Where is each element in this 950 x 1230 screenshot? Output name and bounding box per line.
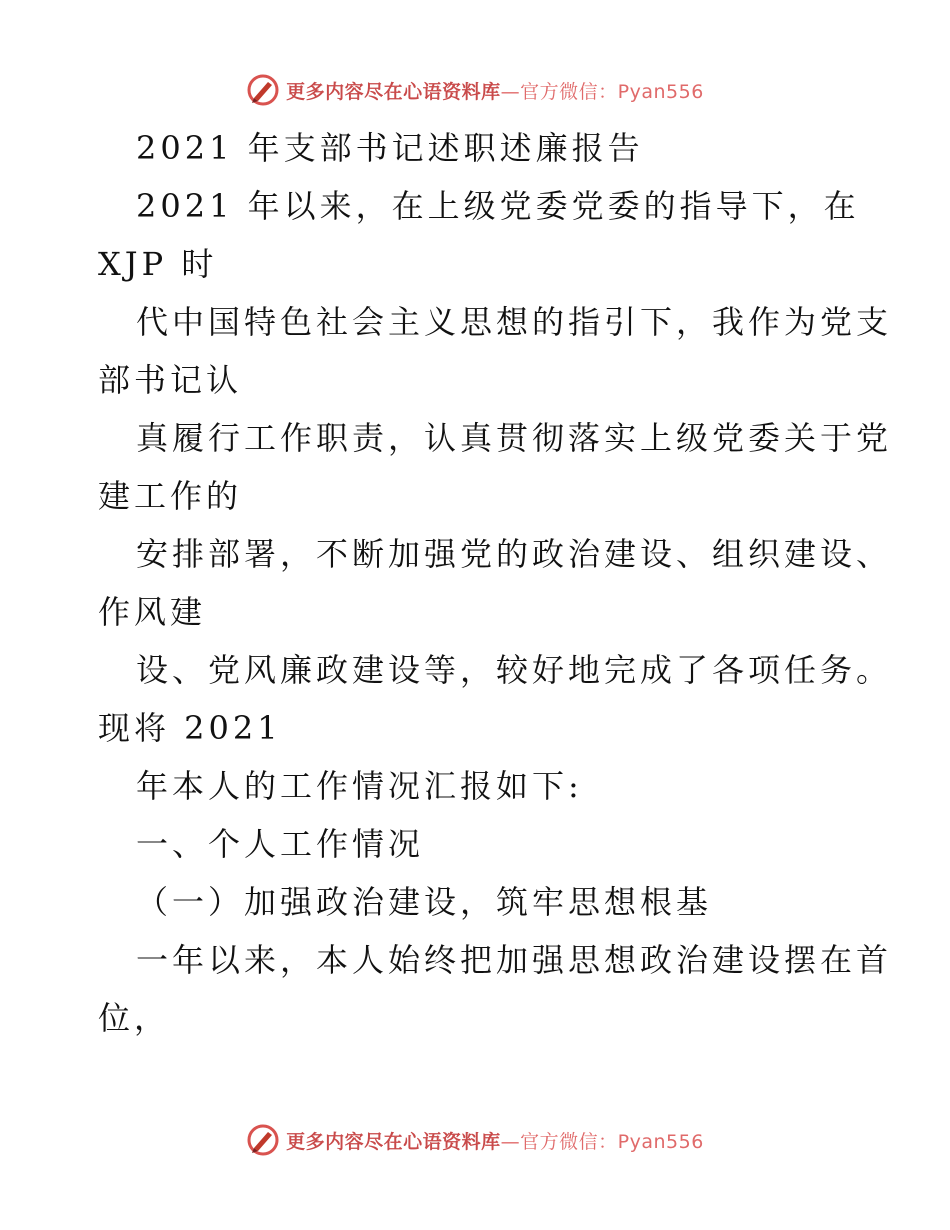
- paragraph-line: 作风建: [98, 593, 207, 631]
- paragraph-line: 部书记认: [98, 361, 243, 399]
- paragraph-line: 年本人的工作情况汇报如下:: [136, 767, 583, 805]
- paragraph-line: 2021 年以来，在上级党委党委的指导下，在: [136, 187, 860, 225]
- watermark-text: [286, 77, 704, 104]
- paragraph-line: 真履行工作职责，认真贯彻落实上级党委关于党: [136, 419, 893, 457]
- paragraph-line: XJP 时: [98, 245, 218, 283]
- paragraph-line: 现将 2021: [98, 709, 282, 747]
- watermark-header: [0, 72, 950, 108]
- watermark-text: [286, 1127, 704, 1154]
- paragraph-line: 安排部署，不断加强党的政治建设、组织建设、: [136, 535, 893, 573]
- paragraph-line: 位，: [98, 999, 171, 1037]
- subsection-heading: （一）加强政治建设，筑牢思想根基: [136, 883, 713, 921]
- section-heading: 一、个人工作情况: [136, 825, 425, 863]
- paragraph-line: 代中国特色社会主义思想的指引下，我作为党支: [136, 303, 893, 341]
- watermark-footer: [0, 1122, 950, 1158]
- paragraph-line: 建工作的: [98, 477, 243, 515]
- watermark-suffix: —官方微信：Pyan556: [500, 80, 704, 103]
- paragraph-line: 一年以来，本人始终把加强思想政治建设摆在首: [136, 941, 893, 979]
- paragraph-line: 设、党风廉政建设等，较好地完成了各项任务。: [136, 651, 893, 689]
- pen-logo-icon: [246, 1123, 280, 1157]
- doc-title: 2021 年支部书记述职述廉报告: [136, 129, 644, 167]
- watermark-suffix: —官方微信：Pyan556: [500, 1130, 704, 1153]
- pen-logo-icon: [246, 73, 280, 107]
- watermark-main: 更多内容尽在心语资料库: [286, 1130, 501, 1153]
- watermark-main: 更多内容尽在心语资料库: [286, 80, 501, 103]
